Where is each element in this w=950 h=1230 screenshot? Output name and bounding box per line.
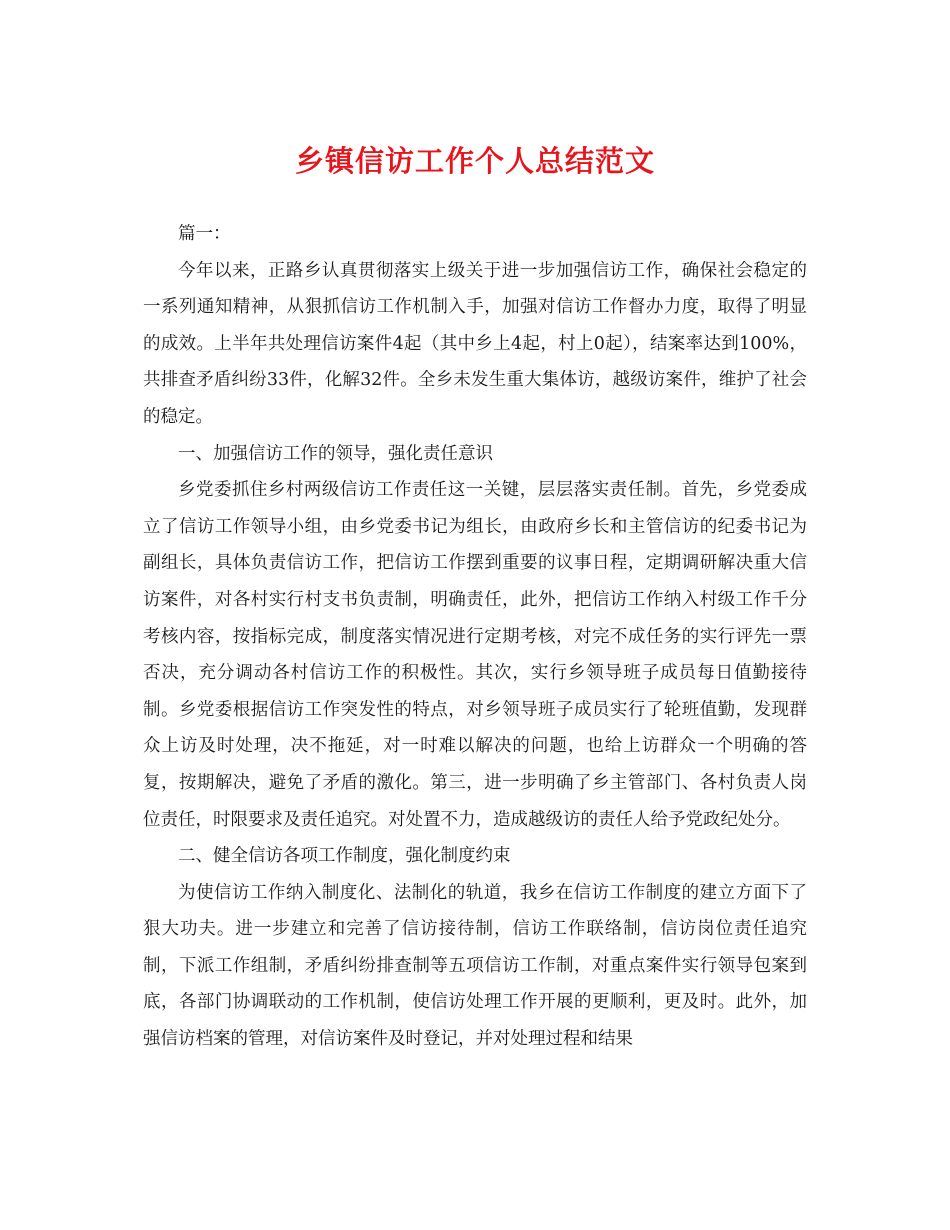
section-2-paragraph: 为使信访工作纳入制度化、法制化的轨道，我乡在信访工作制度的建立方面下了狠大功夫。进一步建立和完善了信访接待制，信访工作联络制，信访岗位责任追究制，下派工作组制，矛盾纠纷排查制等五项信访工作制，对重点案件实行领导包案到底，各部门协调联动的工作机制，使信访处理工作开展的更顺利，更及时。此外，加强信访档案的管理，对信访案件及时登记，并对处理过程和结果 — [143, 882, 807, 1050]
section-heading-1: 一、加强信访工作的领导，强化责任意识 — [178, 443, 493, 464]
document-body — [143, 216, 807, 1058]
section-label: 篇一： — [178, 224, 231, 244]
section-1-paragraph: 乡党委抓住乡村两级信访工作责任这一关键，层层落实责任制。首先，乡党委成立了信访工作领导小组，由乡党委书记为组长，由政府乡长和主管信访的纪委书记为副组长，具体负责信访工作，把信访工作摆到重要的议事日程，定期调研解决重大信访案件，对各村实行村支书负责制，明确责任，此外，把信访工作纳入村级工作千分考核内容，按指标完成，制度落实情况进行定期考核，对完不成任务的实行评先一票否决，充分调动各村信访工作的积极性。其次，实行乡领导班子成员每日值勤接待制。乡党委根据信访工作突发性的特点，对乡领导班子成员实行了轮班值勤，发现群众上访及时处理，决不拖延，对一时难以解决的问题，也给上访群众一个明确的答复，按期解决，避免了矛盾的激化。第三，进一步明确了乡主管部门、各村负责人岗位责任，时限要求及责任追究。对处置不力，造成越级访的责任人给予党政纪处分。 — [143, 480, 807, 830]
intro-paragraph: 今年以来，正路乡认真贯彻落实上级关于进一步加强信访工作，确保社会稳定的一系列通知精神，从狠抓信访工作机制入手，加强对信访工作督办力度，取得了明显的成效。上半年共处理信访案件4起（其中乡上4起，村上0起），结案率达到100%，共排查矛盾纠纷33件，化解32件。全乡未发生重大集体访，越级访案件，维护了社会的稳定。 — [143, 260, 807, 427]
document-title: 乡镇信访工作个人总结范文 — [294, 144, 655, 178]
section-heading-2: 二、健全信访各项工作制度，强化制度约束 — [178, 846, 511, 867]
